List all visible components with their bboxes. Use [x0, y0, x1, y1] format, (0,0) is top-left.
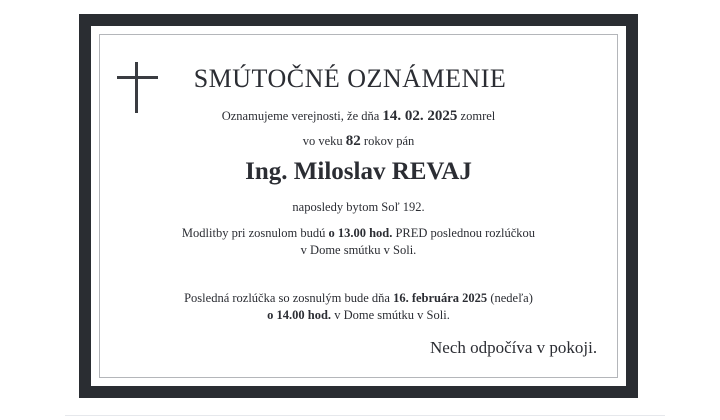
- farewell-line: [79, 291, 638, 306]
- prayers-line: [79, 226, 638, 241]
- age: 82: [345, 133, 361, 149]
- death-date: 14. 02. 2025: [382, 108, 458, 124]
- residence-line: naposledy bytom Soľ 192.: [292, 200, 425, 214]
- page-edge: [65, 415, 665, 416]
- text: (nedeľa): [487, 291, 533, 305]
- farewell-date: 16. februára 2025: [393, 291, 488, 305]
- text: v Dome smútku v Soli.: [331, 308, 450, 322]
- death-announcement-line: [79, 108, 638, 125]
- text: Modlitby pri zosnulom budú: [181, 226, 329, 240]
- age-line: [79, 133, 638, 150]
- prayers-time: o 13.00 hod.: [328, 226, 393, 240]
- text: vo veku: [302, 134, 346, 148]
- closing-line: Nech odpočíva v pokoji.: [430, 338, 598, 357]
- text: zomrel: [457, 109, 496, 123]
- text: Oznamujeme verejnosti, že dňa: [221, 109, 383, 123]
- text: rokov pán: [360, 134, 415, 148]
- notice-title: SMÚTOČNÉ OZNÁMENIE: [193, 64, 507, 93]
- farewell-time: o 14.00 hod.: [267, 308, 332, 322]
- prayers-place: v Dome smútku v Soli.: [300, 243, 417, 257]
- text: PRED poslednou rozlúčkou: [392, 226, 536, 240]
- text: Posledná rozlúčka so zosnulým bude dňa: [184, 291, 394, 305]
- deceased-name: Ing. Miloslav REVAJ: [245, 158, 472, 185]
- farewell-time-line: [79, 308, 638, 323]
